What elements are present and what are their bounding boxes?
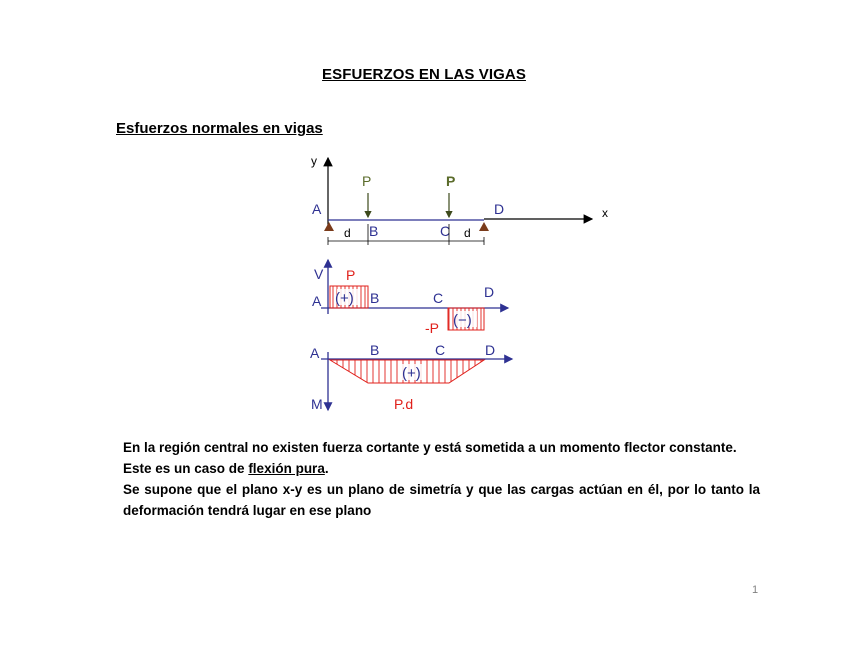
shear-point-c: C [433, 290, 444, 306]
body-text [123, 437, 760, 521]
pure-bending-term: flexión pura [248, 461, 325, 476]
moment-point-d: D [485, 342, 496, 358]
page-number: 1 [752, 584, 759, 596]
paragraph-symmetry-plane: Se supone que el plano x-y es un plano de simetría y que las cargas actúan en él, por lo tanto la deformación tendrá lugar en ese plano [123, 482, 760, 518]
bending-moment-diagram [310, 342, 512, 412]
moment-value: P.d [394, 396, 414, 412]
moment-point-b: B [370, 342, 380, 358]
v-axis-label: V [314, 266, 324, 282]
dimension-d-1: d [344, 226, 351, 240]
support-left-icon [324, 222, 334, 231]
paragraph-central-region: En la región central no existen fuerza cortante y está sometida a un momento flector constante. [123, 440, 737, 455]
beam-loading-diagram [311, 154, 608, 245]
beam-point-b: B [369, 223, 379, 239]
shear-force-diagram [312, 260, 508, 336]
paragraph-pure-bending-prefix: Este es un caso de [123, 461, 249, 476]
load-1-label: P [362, 173, 372, 189]
shear-point-a: A [312, 293, 322, 309]
moment-point-a: A [310, 345, 320, 361]
shear-positive-value: P [346, 267, 356, 283]
moment-point-c: C [435, 342, 446, 358]
dimension-d-2: d [464, 226, 471, 240]
paragraph-pure-bending-suffix: . [324, 461, 329, 476]
beam-point-a: A [312, 201, 322, 217]
x-axis-label: x [602, 206, 608, 220]
shear-negative-sign: (−) [453, 312, 472, 329]
shear-negative-value: -P [425, 320, 439, 336]
paragraph-pure-bending [123, 458, 760, 479]
shear-point-d: D [484, 284, 495, 300]
support-right-icon [479, 222, 489, 231]
section-heading: Esfuerzos normales en vigas [116, 120, 323, 137]
page-title: ESFUERZOS EN LAS VIGAS [322, 66, 526, 83]
y-axis-label: y [311, 154, 317, 168]
beam-point-c: C [440, 223, 451, 239]
moment-sign: (+) [402, 365, 421, 382]
beam-point-d: D [494, 201, 505, 217]
m-axis-label: M [311, 396, 323, 412]
shear-point-b: B [370, 290, 380, 306]
load-2-label: P [446, 173, 456, 189]
shear-positive-sign: (+) [335, 290, 354, 307]
